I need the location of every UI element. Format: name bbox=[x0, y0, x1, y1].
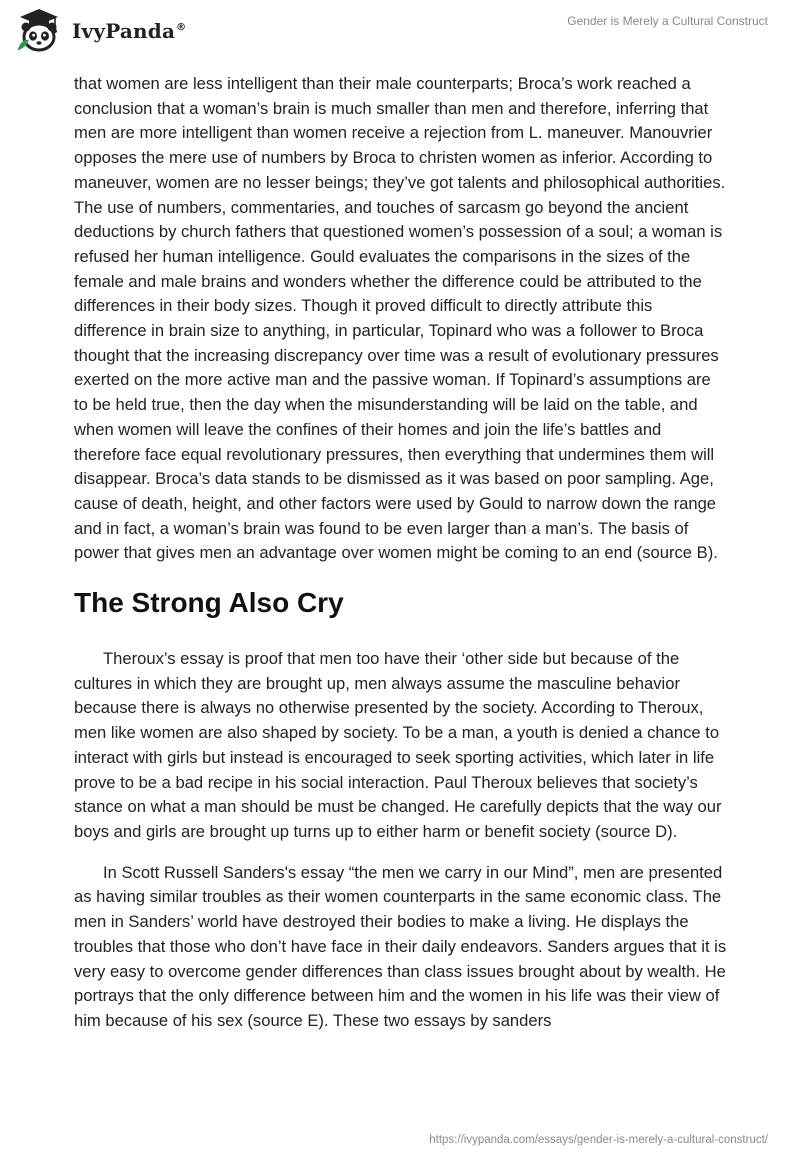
section-heading: The Strong Also Cry bbox=[74, 587, 344, 619]
ivypanda-logo[interactable] bbox=[14, 8, 186, 54]
body-paragraph: that women are less intelligent than their male counterparts; Broca’s work reached a conclusion that a woman’s brain is much smaller than men and therefore, inferring that men are more intelligent than women receive a rejection from L. maneuver. Manouvrier opposes the mere use of numbers by Broca to christen women as inferior. According to maneuver, women are no lesser beings; they’ve got talents and philosophical authorities. The use of numbers, commentaries, and touches of sarcasm go beyond the ancient deductions by church fathers that questioned women’s possession of a soul; a woman is refused her human intelligence. Gould evaluates the comparisons in the sizes of the female and male brains and wonders whether the difference could be attributed to the differences in their body sizes. Though it proved difficult to directly attribute this difference in brain size to anything, in particular, Topinard who was a follower to Broca thought that the increasing discrepancy over time was a result of evolutionary pressures exerted on the more active man and the passive woman. If Topinard’s assumptions are to be held true, then the day when the misunderstanding will be laid on the table, and when women will leave the confines of their homes and join the life’s battles and therefore face equal revolutionary pressures, then everything that undermines them will disappear. Broca’s data stands to be dismissed as it was based on poor sampling. Age, cause of death, height, and other factors were used by Gould to narrow down the range and in fact, a woman’s brain was found to be even larger than a man’s. The basis of power that gives men an advantage over women might be coming to an end (source B). bbox=[74, 74, 726, 563]
essay-content bbox=[74, 72, 729, 1050]
document-title: Gender is Merely a Cultural Construct bbox=[567, 14, 768, 28]
body-paragraph: In Scott Russell Sanders's essay “the men we carry in our Mind”, men are presented as having similar troubles as their women counterparts in the same economic class. The men in Sanders’ world have destroyed their bodies to make a living. He displays the troubles that those who don’t have face in their daily endeavors. Sanders argues that it is very easy to overcome gender differences than class issues brought about by wealth. He portrays that the only difference between him and the women in his life was their view of him because of his sex (source E). These two essays by sanders bbox=[74, 862, 727, 1030]
body-paragraph: Theroux’s essay is proof that men too have their ‘other side but because of the cultures in which they are brought up, men always assume the masculine behavior because there is always no otherwise presented by the society. According to Theroux, men like women are also shaped by society. To be a man, a youth is denied a chance to interact with girls but instead is encouraged to seek sporting activities, which later in life prove to be a bad recipe in his social interaction. Paul Theroux believes that society’s stance on what a man should be must be changed. He carefully depicts that the way our boys and girls are brought up turns up to either harm or benefit society (source D). bbox=[74, 649, 722, 841]
panda-graduate-icon bbox=[14, 8, 64, 54]
source-url[interactable]: https://ivypanda.com/essays/gender-is-merely-a-cultural-construct/ bbox=[429, 1134, 768, 1146]
page-header bbox=[0, 0, 800, 64]
brand-name: IvyPanda® bbox=[72, 19, 187, 43]
